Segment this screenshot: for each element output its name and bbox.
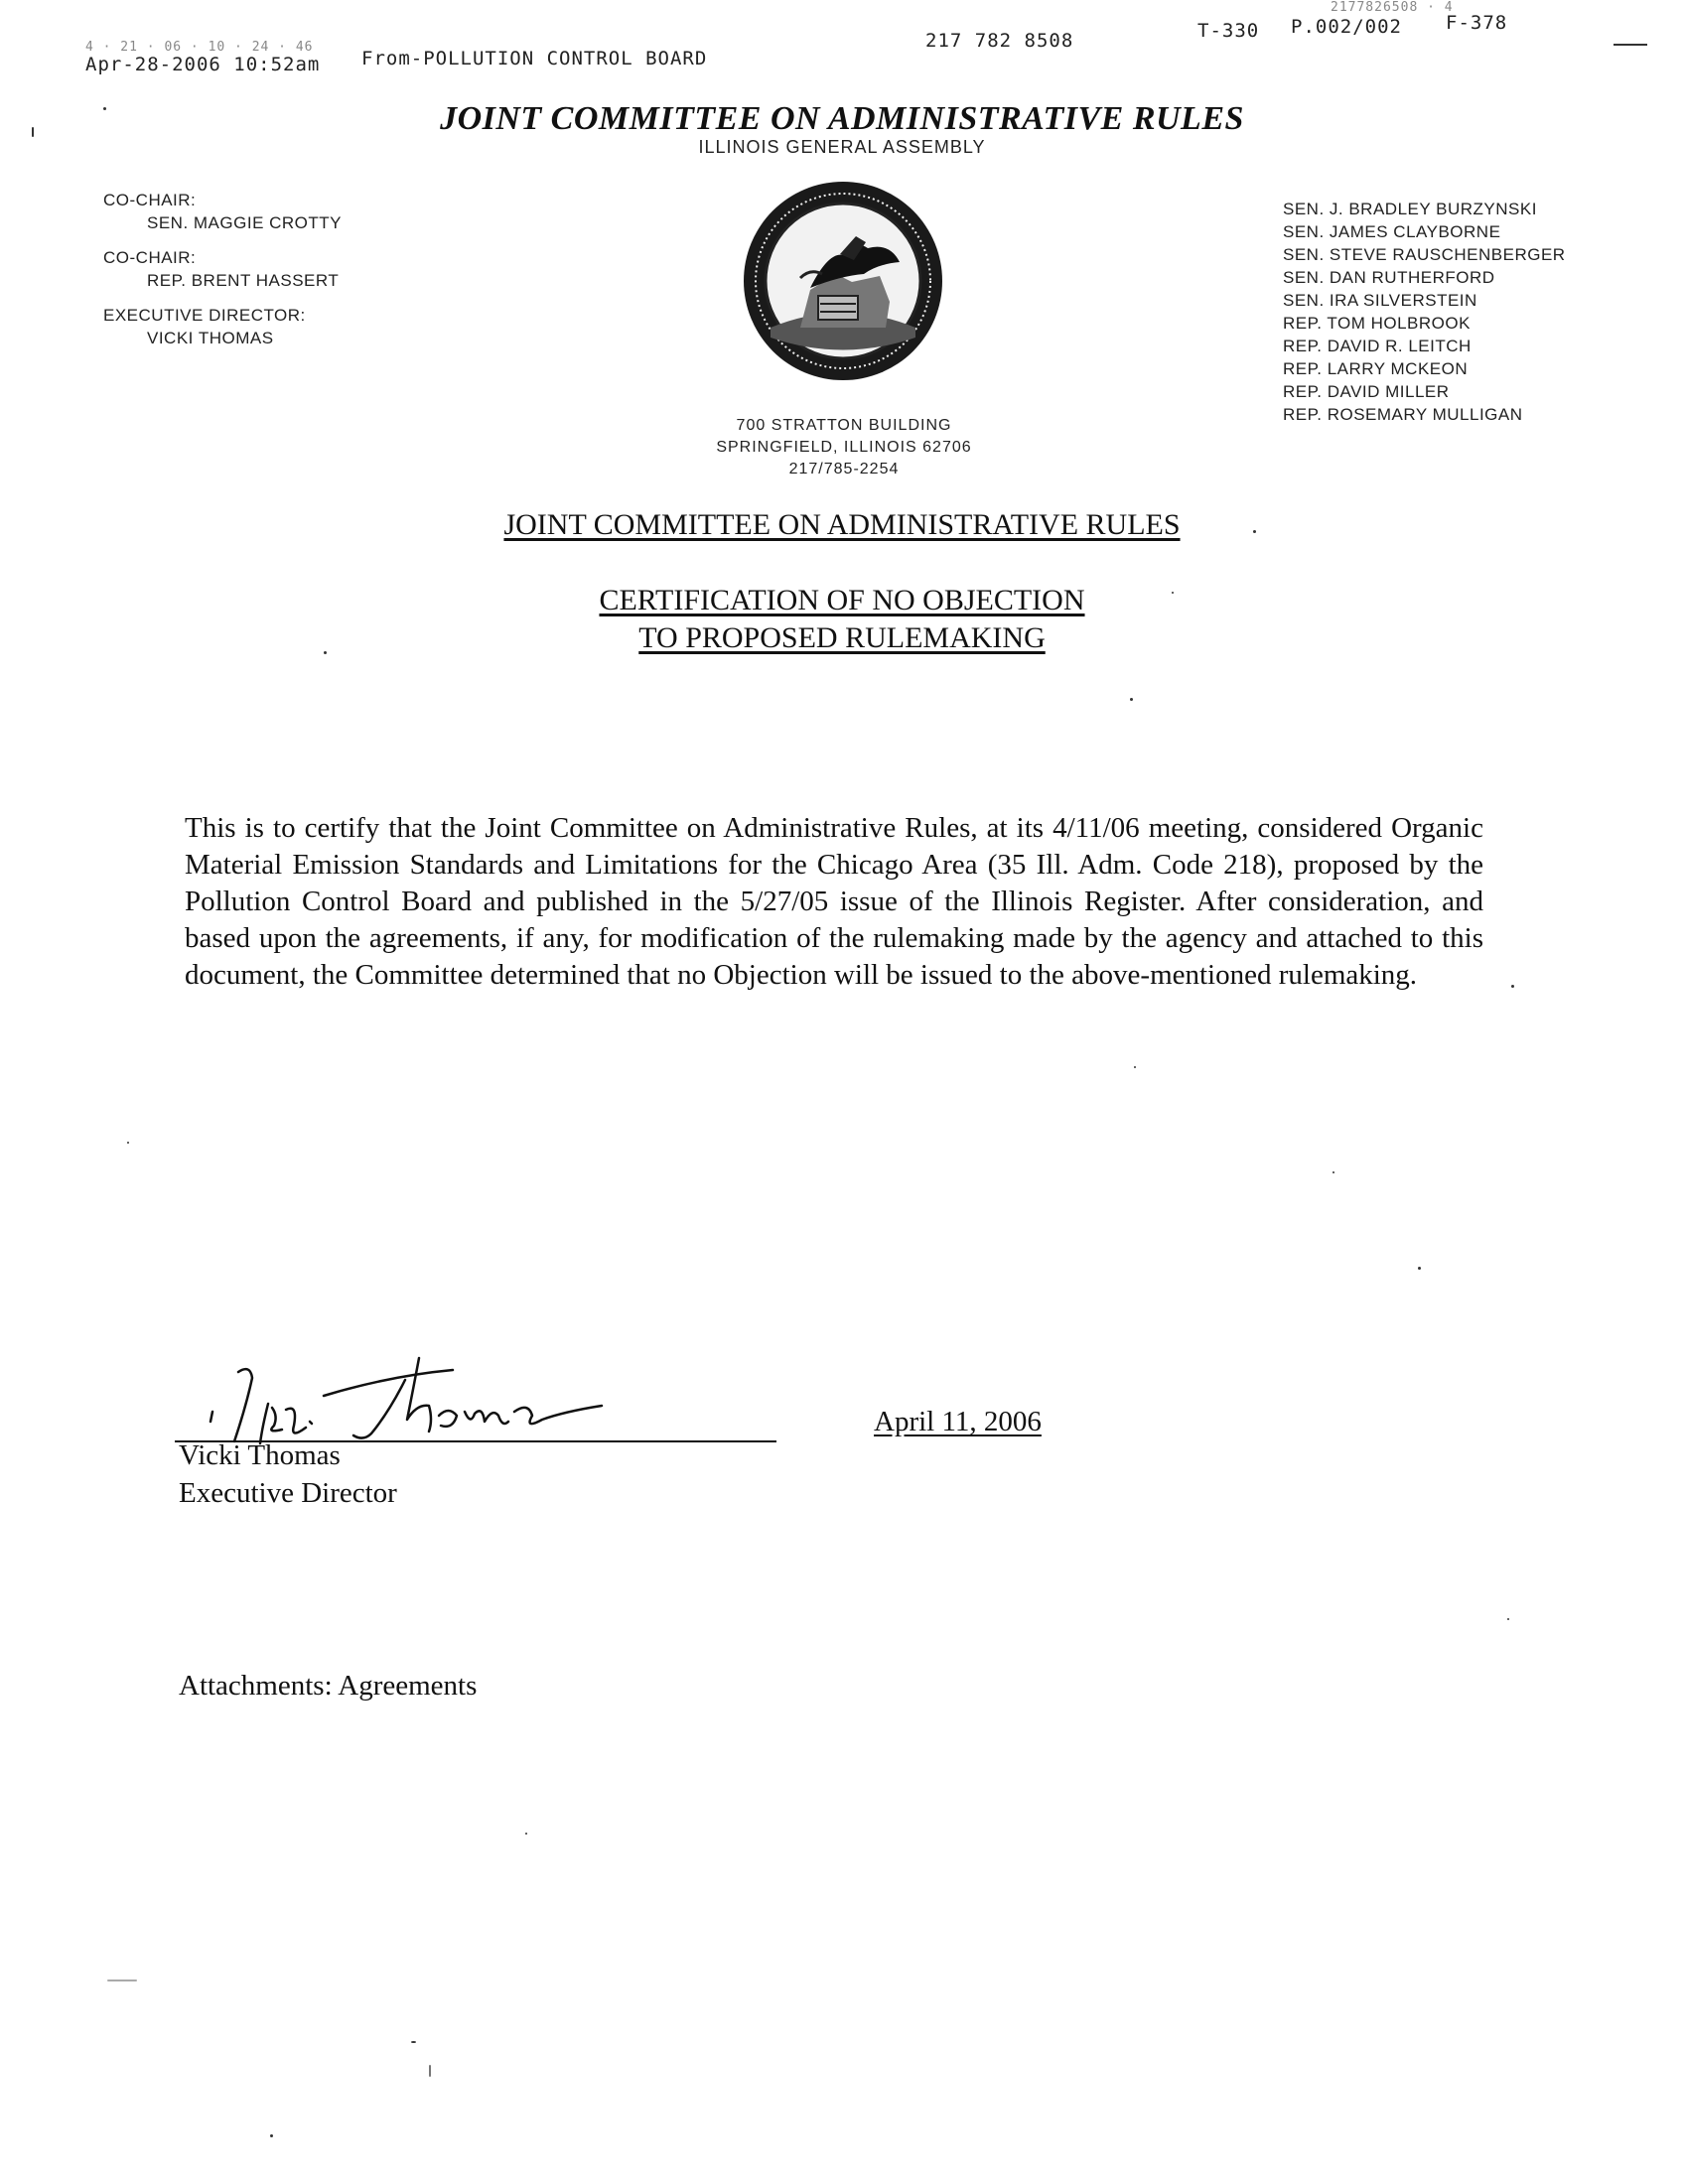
roster-name: REP. BRENT HASSERT	[147, 271, 340, 290]
roster-member: REP. DAVID R. LEITCH	[1283, 337, 1472, 355]
fax-header-code: T-330	[1197, 20, 1260, 42]
certification-body: This is to certify that the Joint Committee on Administrative Rules, at its 4/11/06 meeting, considered Organic Material Emission Standards and Limitations for the Chicago Area (35 Ill. Adm. Code 218), proposed by the Pollution Control Board and published in the 5/27/05 issue of the Illinois Register. After consideration, and based upon the agreements, if any, for modification of the rulemaking made by the agency and attached to this document, the Committee determined that no Objection will be issued to the above-mentioned rulemaking.	[185, 812, 1483, 991]
scan-speck	[429, 2065, 431, 2077]
roster-member: REP. TOM HOLBROOK	[1283, 314, 1471, 333]
scan-speck	[1172, 592, 1174, 594]
scan-speck	[1333, 1171, 1334, 1173]
roster-member: SEN. STEVE RAUSCHENBERGER	[1283, 245, 1566, 264]
fax-header-phone: 217 782 8508	[925, 30, 1074, 52]
scan-speck	[1418, 1267, 1421, 1270]
address-line: 700 STRATTON BUILDING	[736, 417, 952, 434]
signer-title: Executive Director	[179, 1477, 397, 1509]
left-roster	[103, 189, 342, 349]
fax-header-pages: P.002/002	[1291, 16, 1402, 38]
right-roster	[1283, 198, 1566, 426]
scan-speck	[107, 1979, 137, 1981]
roster-member: REP. LARRY MCKEON	[1283, 359, 1469, 378]
roster-name: VICKI THOMAS	[147, 329, 274, 347]
roster-member: REP. ROSEMARY MULLIGAN	[1283, 405, 1523, 424]
document-heading	[0, 508, 1684, 542]
fax-header-from: From-POLLUTION CONTROL BOARD	[361, 48, 708, 69]
address-line: SPRINGFIELD, ILLINOIS 62706	[716, 439, 972, 456]
fax-edge-mark	[1614, 44, 1647, 46]
fax-header-faint-right: 2177826508 · 4	[1331, 0, 1454, 15]
certification-title-text-1: CERTIFICATION OF NO OBJECTION	[599, 584, 1085, 616]
roster-member: REP. DAVID MILLER	[1283, 382, 1450, 401]
scan-speck	[1511, 985, 1514, 988]
roster-role: CO-CHAIR:	[103, 191, 197, 209]
letterhead-subtitle: ILLINOIS GENERAL ASSEMBLY	[698, 137, 986, 157]
scan-speck	[324, 651, 327, 654]
fax-header-date-time: Apr-28-2006 10:52am	[85, 54, 321, 75]
scan-speck	[270, 2134, 273, 2137]
roster-member: SEN. IRA SILVERSTEIN	[1283, 291, 1477, 310]
roster-role: CO-CHAIR:	[103, 248, 197, 267]
certification-title-text-2: TO PROPOSED RULEMAKING	[638, 621, 1046, 654]
roster-member: SEN. J. BRADLEY BURZYNSKI	[1283, 200, 1537, 218]
roster-name: SEN. MAGGIE CROTTY	[147, 213, 343, 232]
roster-member: SEN. DAN RUTHERFORD	[1283, 268, 1495, 287]
certification-date	[874, 1406, 1042, 1438]
attachments-note: Attachments: Agreements	[179, 1670, 478, 1702]
scan-speck	[1134, 1066, 1136, 1068]
scan-speck	[411, 2041, 416, 2043]
address-line: 217/785-2254	[788, 461, 900, 478]
scan-speck	[127, 1142, 129, 1144]
scan-speck	[1507, 1618, 1509, 1620]
roster-member: SEN. JAMES CLAYBORNE	[1283, 222, 1501, 241]
letterhead-title: JOINT COMMITTEE ON ADMINISTRATIVE RULES	[440, 100, 1244, 137]
fax-header-job: F-378	[1446, 12, 1508, 34]
committee-address	[596, 415, 1092, 480]
illinois-state-seal-icon	[741, 179, 945, 383]
document-heading-text: JOINT COMMITTEE ON ADMINISTRATIVE RULES	[503, 508, 1181, 541]
scan-speck	[525, 1833, 527, 1835]
scan-speck	[1130, 698, 1133, 701]
certification-title-line-2	[0, 621, 1684, 655]
roster-role: EXECUTIVE DIRECTOR:	[103, 306, 306, 325]
certification-date-text: April 11, 2006	[874, 1406, 1042, 1437]
certification-title-line-1	[0, 584, 1684, 617]
scan-speck	[1253, 530, 1256, 533]
signer-name: Vicki Thomas	[179, 1439, 341, 1471]
scan-speck	[103, 107, 106, 110]
fax-header-faint-left: 4 · 21 · 06 · 10 · 24 · 46	[85, 40, 314, 55]
scan-speck	[32, 127, 34, 137]
